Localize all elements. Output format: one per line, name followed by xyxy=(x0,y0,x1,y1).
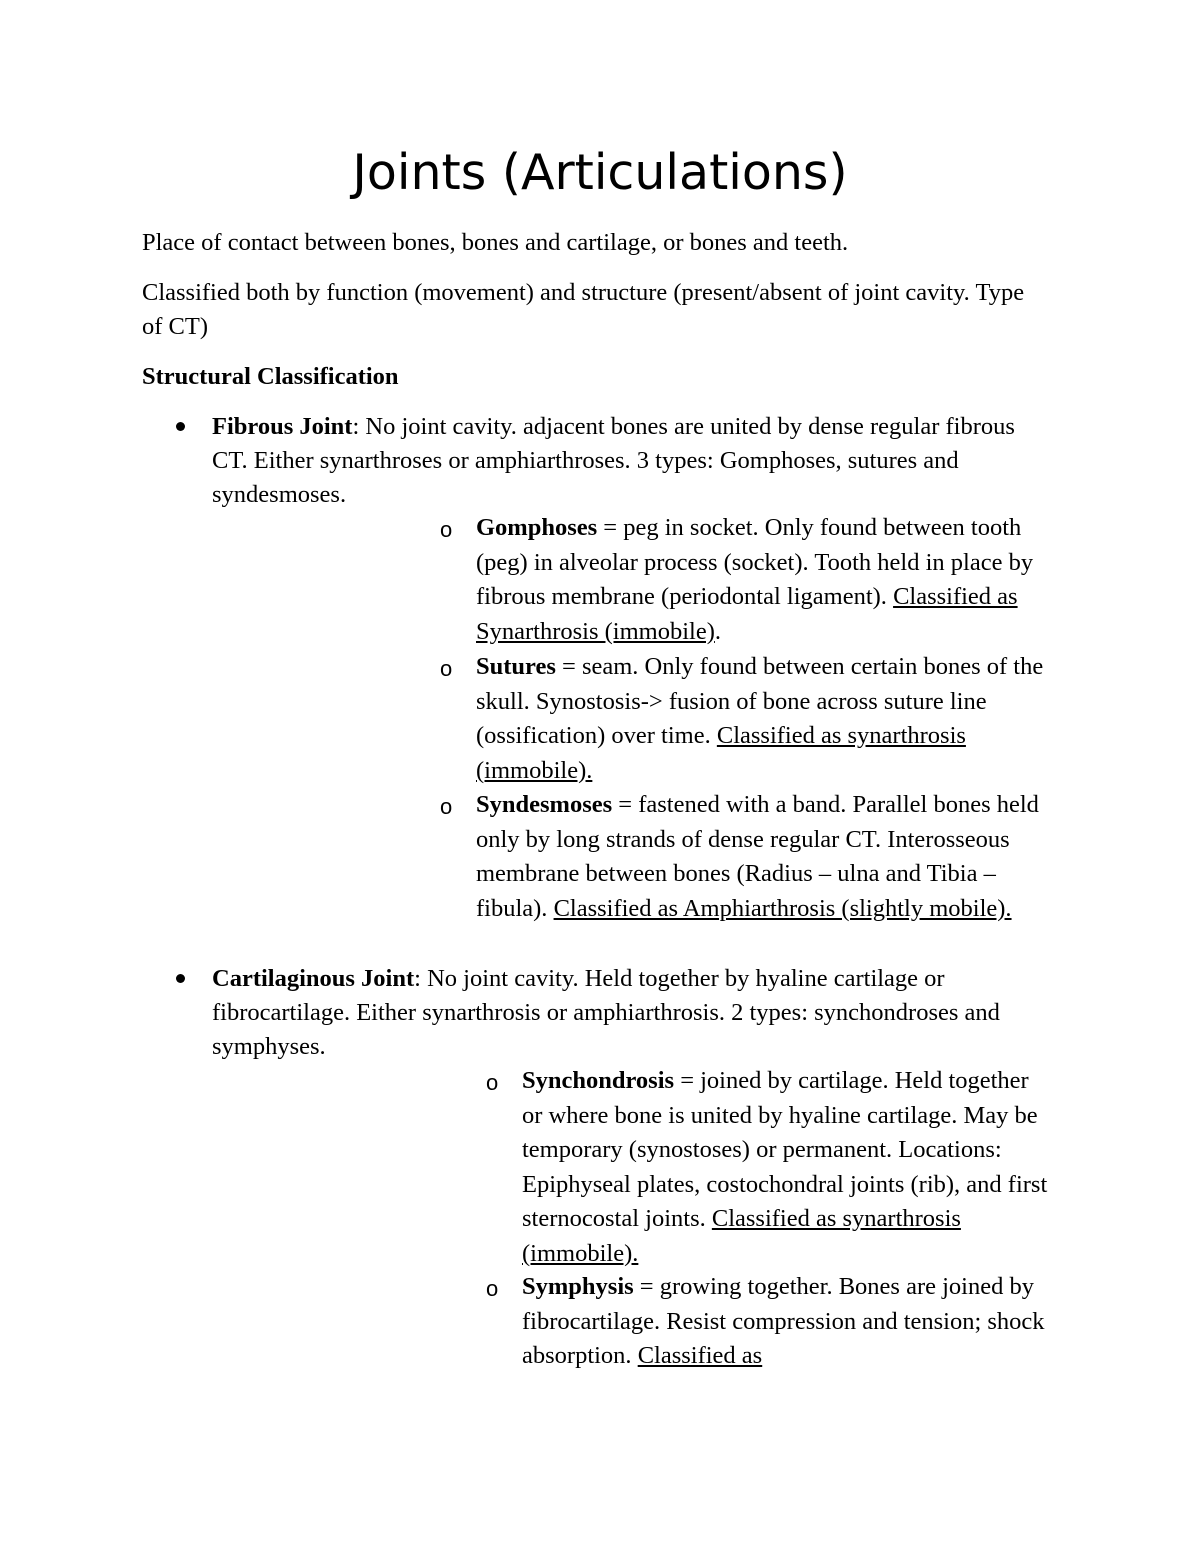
sub-item-classification: Classified as Synarthrosis (immobile) xyxy=(476,583,1018,645)
sub-item-classification: Classified as Amphiarthrosis (slightly mobile). xyxy=(553,894,1012,922)
bullet-term: Cartilaginous Joint xyxy=(212,965,415,992)
sub-item-text: = peg in socket. Only found between tooth (peg) in alveolar process (socket). Tooth held in place by fibrous membrane (periodontal ligament). xyxy=(476,514,1034,610)
sub-item-classification: Classified as xyxy=(637,1342,763,1369)
sub-item-text: = joined by cartilage. Held together or where bone is united by hyaline cartilage. May be temporary (synostoses) or permanent. Locations: Epiphyseal plates, costochondral joints (rib), and first sternocostal joints. xyxy=(522,1067,1048,1232)
sub-item-term: Syndesmoses xyxy=(476,791,613,818)
sub-item-term: Gomphoses xyxy=(476,514,598,541)
bullet-fibrous-joint xyxy=(212,410,1052,512)
sub-item-text: = growing together. Bones are joined by fibrocartilage. Resist compression and tension; shock absorption. xyxy=(522,1273,1045,1369)
bullet-term: Fibrous Joint xyxy=(212,413,353,440)
sub-item-text: = seam. Only found between certain bones of the skull. Synostosis-> fusion of bone across suture line (ossification) over time. xyxy=(476,653,1044,749)
sub-item-gomphoses xyxy=(476,511,1048,649)
sub-item-classification: Classified as synarthrosis (immobile). xyxy=(522,1205,961,1267)
bullet-cartilaginous-joint xyxy=(212,962,1062,1064)
sub-bullet-marker-icon: o xyxy=(486,1276,499,1301)
bullet-text: : No joint cavity. Held together by hyaline cartilage or fibrocartilage. Either synarthrosis or amphiarthrosis. 2 types: synchondroses and symphyses. xyxy=(212,965,1000,1060)
sub-item-text: = fastened with a band. Parallel bones held only by long strands of dense regular CT. Interosseous membrane between bones (Radius – ulna and Tibia – fibula). xyxy=(476,791,1039,922)
bullet-dot-icon xyxy=(176,422,185,431)
sub-item-synchondrosis xyxy=(522,1064,1052,1271)
sub-bullet-marker-icon: o xyxy=(486,1070,499,1095)
sub-item-classification: Classified as synarthrosis (immobile). xyxy=(476,722,966,784)
page-title: Joints (Articulations) xyxy=(352,144,848,201)
intro-paragraph-2: Classified both by function (movement) and structure (present/absent of joint cavity. Type of CT) xyxy=(142,279,1025,340)
sub-bullet-marker-icon: o xyxy=(440,656,453,681)
sub-item-syndesmoses xyxy=(476,788,1058,926)
bullet-text: : No joint cavity. adjacent bones are united by dense regular fibrous CT. Either synarthroses or amphiarthroses. 3 types: Gomphoses, sutures and syndesmoses. xyxy=(212,413,1015,508)
sub-item-sutures xyxy=(476,650,1048,788)
sub-item-term: Synchondrosis xyxy=(522,1067,675,1094)
bullet-dot-icon xyxy=(176,974,185,983)
sub-item-term: Symphysis xyxy=(522,1273,634,1300)
sub-item-term: Sutures xyxy=(476,653,556,680)
sub-item-symphysis xyxy=(522,1270,1062,1374)
section-heading: Structural Classification xyxy=(142,363,399,390)
sub-bullet-marker-icon: o xyxy=(440,517,453,542)
intro-paragraph-1: Place of contact between bones, bones and cartilage, or bones and teeth. xyxy=(142,229,849,256)
sub-bullet-marker-icon: o xyxy=(440,794,453,819)
sub-item-tail: . xyxy=(714,617,721,645)
